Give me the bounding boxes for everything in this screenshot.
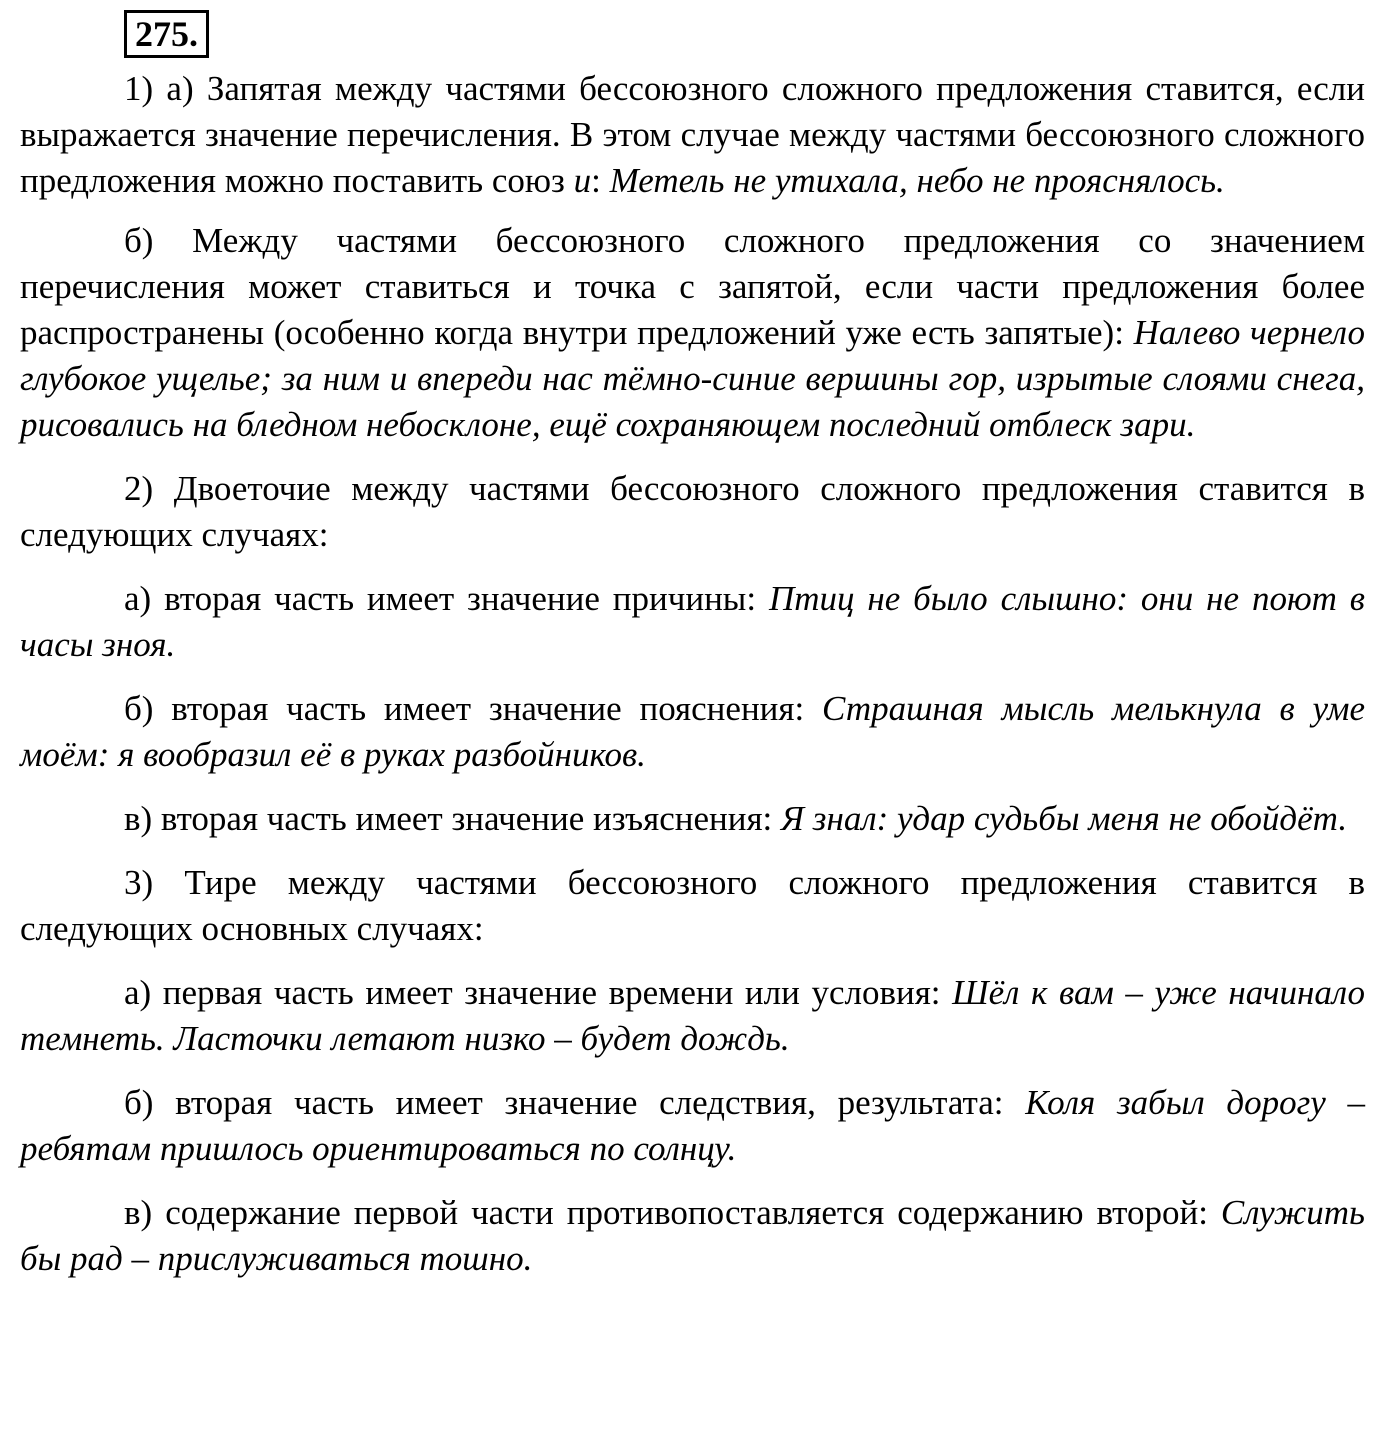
colon: : xyxy=(591,161,610,200)
paragraph-2a xyxy=(20,576,1365,668)
paragraph-2b xyxy=(20,686,1365,778)
paragraph-1a xyxy=(20,66,1365,204)
document-page xyxy=(20,0,1365,1282)
example-text: Метель не утихала, небо не прояснялось. xyxy=(609,161,1225,200)
conjunction-example: и xyxy=(573,161,592,200)
paragraph-text: 2) Двоеточие между частями бессоюзного сложного предложения ставится в следующих случаях: xyxy=(20,469,1365,554)
paragraph-text: б) вторая часть имеет значение следствия, результата: xyxy=(124,1083,1026,1122)
paragraph-text: а) первая часть имеет значение времени или условия: xyxy=(124,973,953,1012)
exercise-number: 275. xyxy=(124,10,209,58)
paragraph-text: в) содержание первой части противопоставляется содержанию второй: xyxy=(124,1193,1221,1232)
example-text: Я знал: удар судьбы меня не обойдёт. xyxy=(781,799,1348,838)
paragraph-3b xyxy=(20,1080,1365,1172)
example-text: Коля забыл дорогу – ребятам пришлось ориентироваться по солнцу. xyxy=(20,1083,1365,1168)
paragraph-text: б) вторая часть имеет значение пояснения: xyxy=(124,689,823,728)
example-text: Налево чернело глубокое ущелье; за ним и впереди нас тёмно-синие вершины гор, изрытые слоями снега, рисовались на бледном небосклоне, ещё сохраняющем последний отблеск зари. xyxy=(20,313,1365,444)
paragraph-text: в) вторая часть имеет значение изъяснения: xyxy=(124,799,782,838)
paragraph-text: б) Между частями бессоюзного сложного предложения со значением перечисления может ставиться и точка с запятой, если части предложения более распространены (особенно когда внутри предложений уже есть запятые): xyxy=(20,221,1365,352)
paragraph-1b xyxy=(20,218,1365,448)
paragraph-text: 1) а) Запятая между частями бессоюзного сложного предложения ставится, если выражается значение перечисления. В этом случае между частями бессоюзного сложного предложения можно поставить союз xyxy=(20,69,1365,200)
paragraph-3 xyxy=(20,860,1365,952)
paragraph-text: а) вторая часть имеет значение причины: xyxy=(124,579,769,618)
paragraph-2 xyxy=(20,466,1365,558)
paragraph-3c xyxy=(20,1190,1365,1282)
paragraph-3a xyxy=(20,970,1365,1062)
example-text: Шёл к вам – уже начинало темнеть. Ласточки летают низко – будет дождь. xyxy=(20,973,1366,1058)
example-text: Птиц не было слышно: они не поют в часы зноя. xyxy=(20,579,1365,664)
paragraph-2c xyxy=(20,796,1365,842)
example-text: Страшная мысль мелькнула в уме моём: я вообразил её в руках разбойников. xyxy=(20,689,1366,774)
paragraph-text: 3) Тире между частями бессоюзного сложного предложения ставится в следующих основных случаях: xyxy=(20,863,1365,948)
example-text: Служить бы рад – прислуживаться тошно. xyxy=(20,1193,1365,1278)
